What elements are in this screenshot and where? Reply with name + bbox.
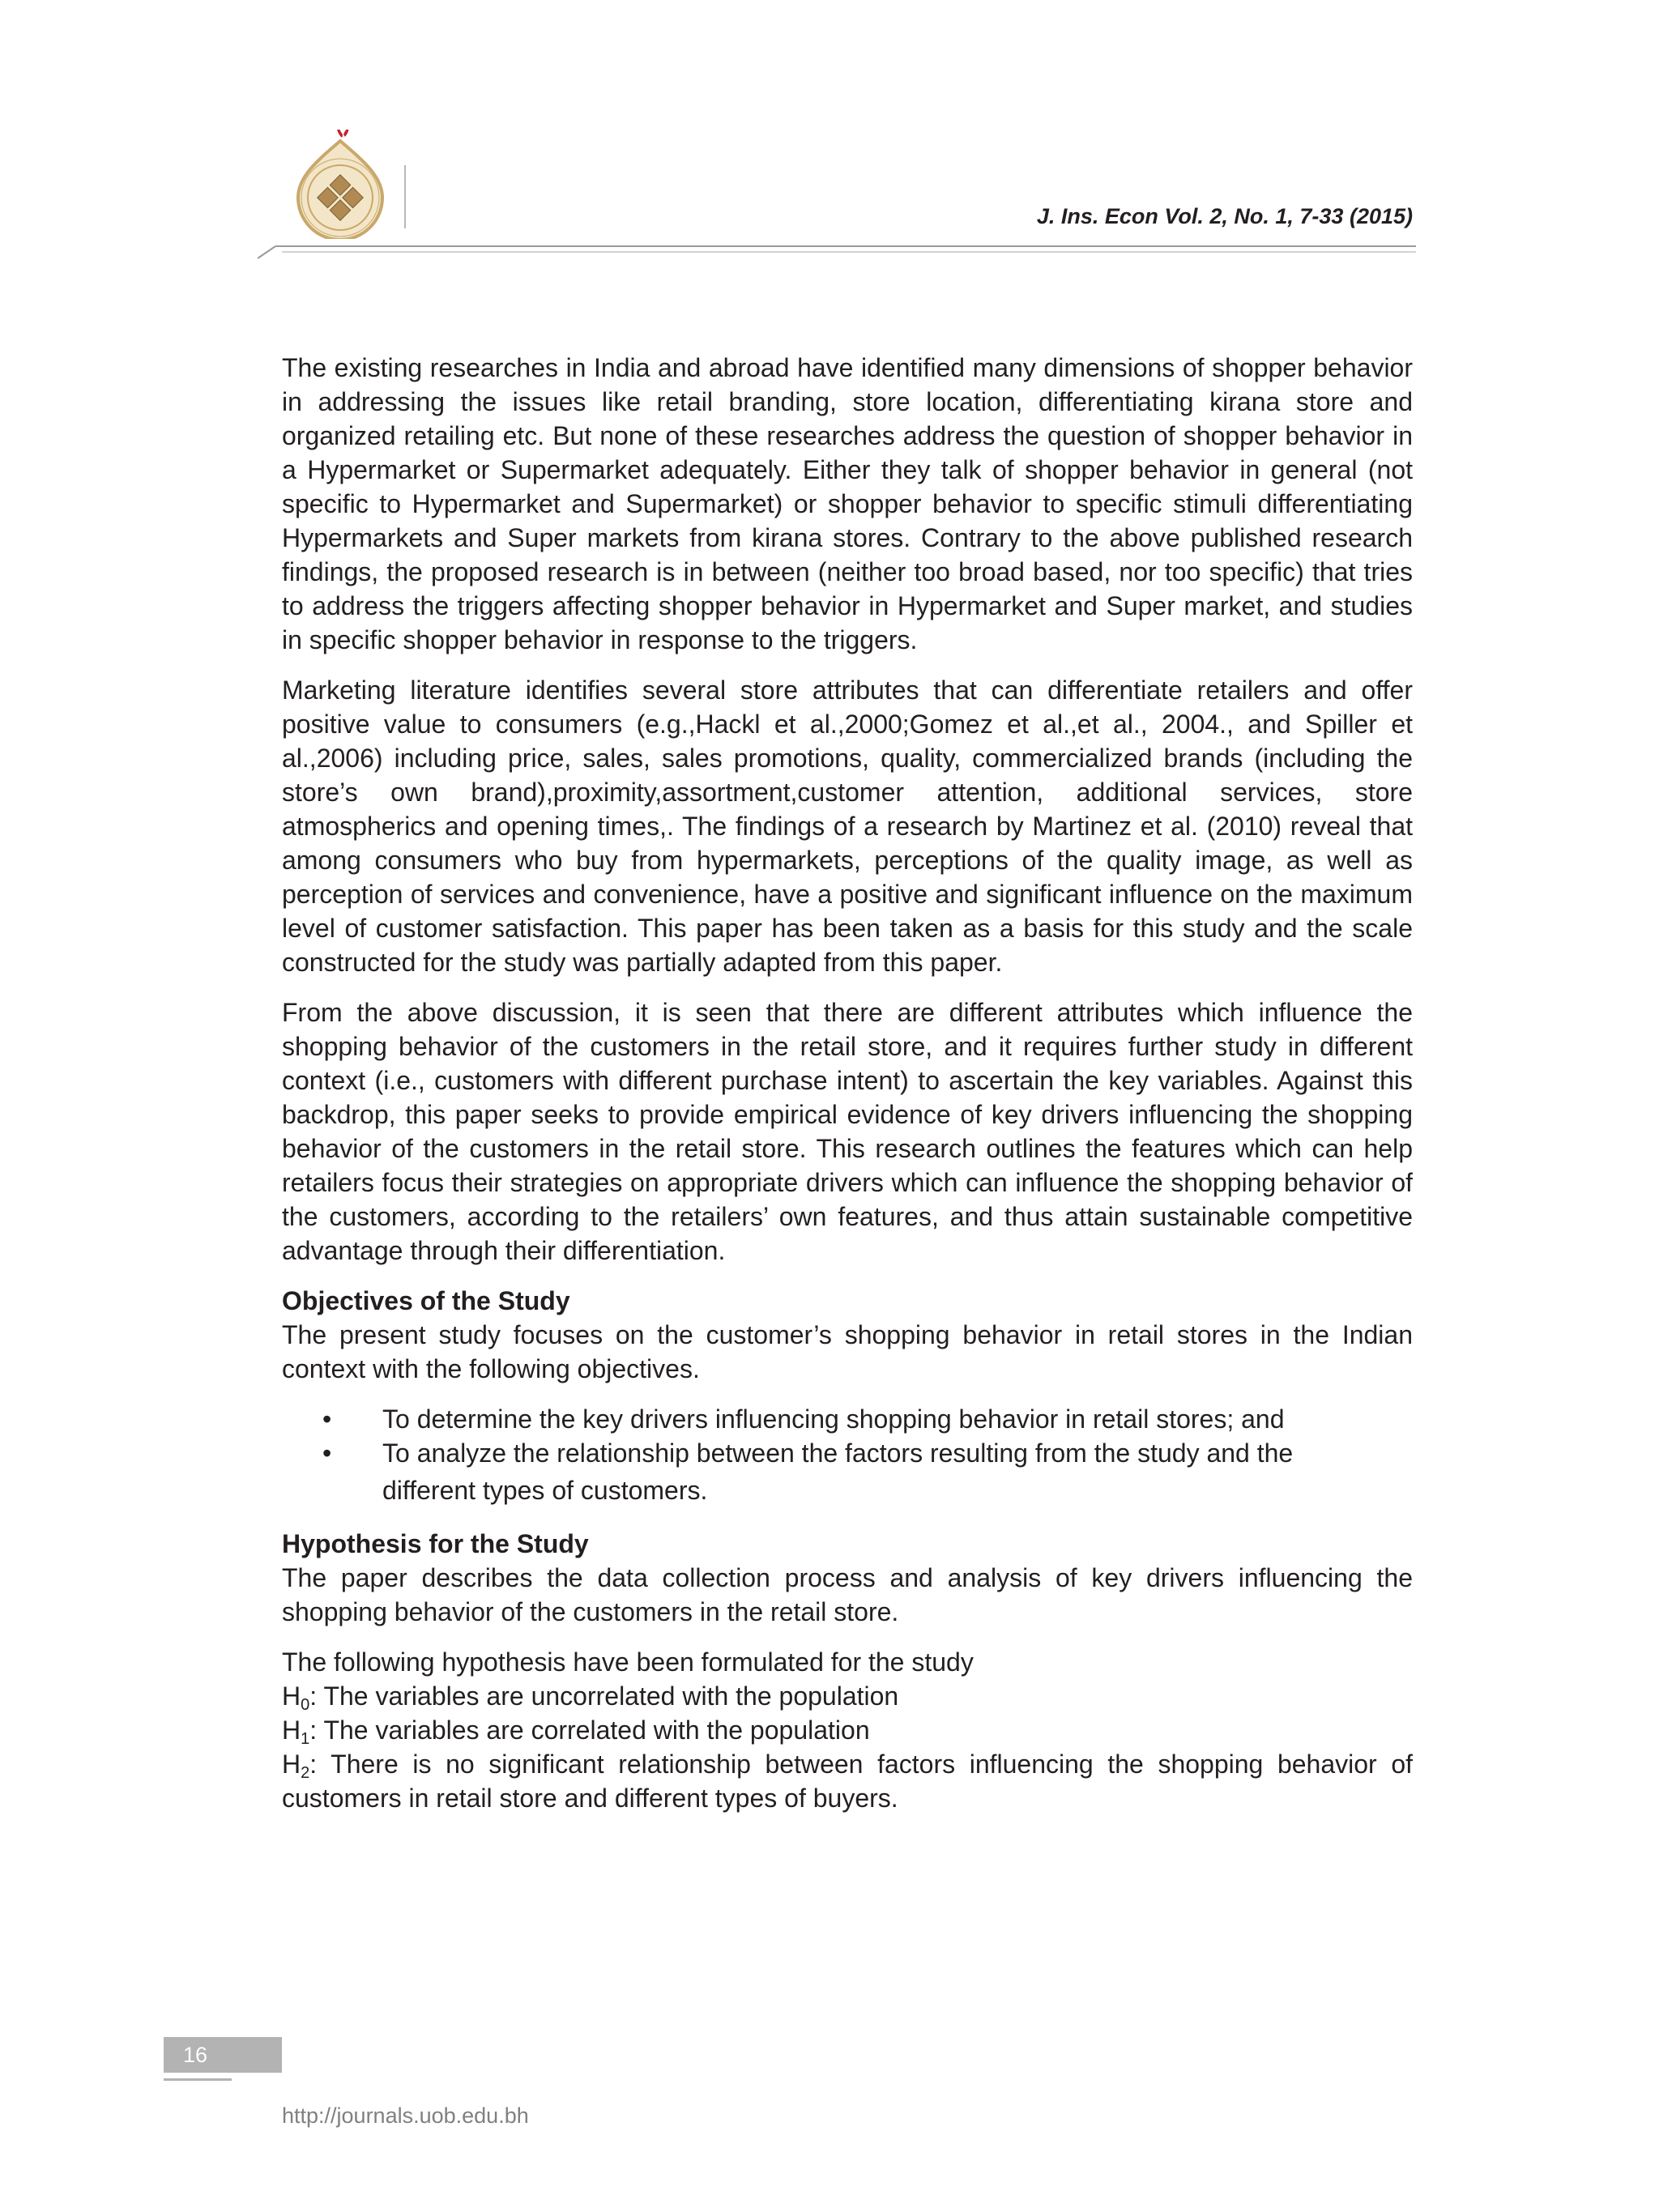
journal-reference: J. Ins. Econ Vol. 2, No. 1, 7-33 (2015) xyxy=(1036,204,1413,228)
page-number-rule xyxy=(164,2078,232,2081)
hypothesis-intro: The paper describes the data collection process and analysis of key drivers influencing the shopping behavior of the customers in the retail store. xyxy=(282,1563,1413,1626)
objectives-list xyxy=(282,1402,1413,1511)
objective-text: To determine the key drivers influencing shopping behavior in retail stores; and xyxy=(382,1404,1285,1434)
bullet-icon: • xyxy=(322,1438,332,1468)
header-divider xyxy=(404,165,406,228)
hypothesis-h2: $H_2$: There is no significant relationship between factors influencing the shopping behavior of customers in retail store and different types of buyers. xyxy=(282,1750,1413,1813)
hypothesis-h0: $H_0$: The variables are uncorrelated with the population xyxy=(282,1681,899,1714)
objective-text-continued: different types of customers. xyxy=(382,1476,708,1505)
header-rule xyxy=(258,243,1416,259)
hypothesis-heading: Hypothesis for the Study xyxy=(282,1529,589,1558)
list-item xyxy=(282,1402,1413,1436)
page-number: 16 xyxy=(183,2043,208,2067)
paragraph-2: Marketing literature identifies several store attributes that can differentiate retailers and offer positive value to consumers (e.g.,Hackl et al.,2000;Gomez et al.,et al., 2004., and Spiller et al.,2006) including price, sales, sales promotions, quality, commercialized brands (including the store’s own brand),proximity,assortment,customer attention, additional services, store atmospherics and opening times,. The findings of a research by Martinez et al. (2010) reveal that among consumers who buy from hypermarkets, perceptions of the quality image, as well as perception of services and convenience, have a positive and significant influence on the maximum level of customer satisfaction. This paper has been taken as a basis for this study and the scale constructed for the study was partially adapted from this paper. xyxy=(282,676,1413,977)
hypothesis-h1: $H_1$: The variables are correlated with the population xyxy=(282,1715,870,1748)
objectives-heading: Objectives of the Study xyxy=(282,1286,570,1315)
article-body xyxy=(282,351,1413,1815)
paragraph-3: From the above discussion, it is seen that there are different attributes which influence the shopping behavior of the customers in the retail store, and it requires further study in different context (i.e., customers with different purchase intent) to ascertain the key variables. Against this backdrop, this paper seeks to provide empirical evidence of key drivers influencing the shopping behavior of the customers in the retail store. This research outlines the features which can help retailers focus their strategies on appropriate drivers which can influence the shopping behavior of the customers, according to the retailers’ own features, and thus attain sustainable competitive advantage through their differentiation. xyxy=(282,998,1413,1265)
list-item xyxy=(282,1436,1413,1511)
hypothesis-lead: The following hypothesis have been formulated for the study xyxy=(282,1647,974,1677)
paragraph-1: The existing researches in India and abroad have identified many dimensions of shopper behavior in addressing the issues like retail branding, store location, differentiating kirana store and organized retailing etc. But none of these researches address the question of shopper behavior in a Hypermarket or Supermarket adequately. Either they talk of shopper behavior in general (not specific to Hypermarket and Supermarket) or shopper behavior to specific stimuli differentiating Hypermarkets and Super markets from kirana stores. Contrary to the above published research findings, the proposed research is in between (neither too broad based, nor too specific) that tries to address the triggers affecting shopper behavior in Hypermarket and Super market, and studies in specific shopper behavior in response to the triggers. xyxy=(282,353,1413,654)
bullet-icon: • xyxy=(322,1404,332,1434)
objective-text: To analyze the relationship between the factors resulting from the study and the xyxy=(382,1438,1294,1468)
footer-url: http://journals.uob.edu.bh xyxy=(282,2103,529,2128)
page-number-badge xyxy=(164,2037,282,2073)
university-seal-icon xyxy=(292,130,389,239)
objectives-intro: The present study focuses on the customer’s shopping behavior in retail stores in the Indian context with the following objectives. xyxy=(282,1320,1413,1383)
